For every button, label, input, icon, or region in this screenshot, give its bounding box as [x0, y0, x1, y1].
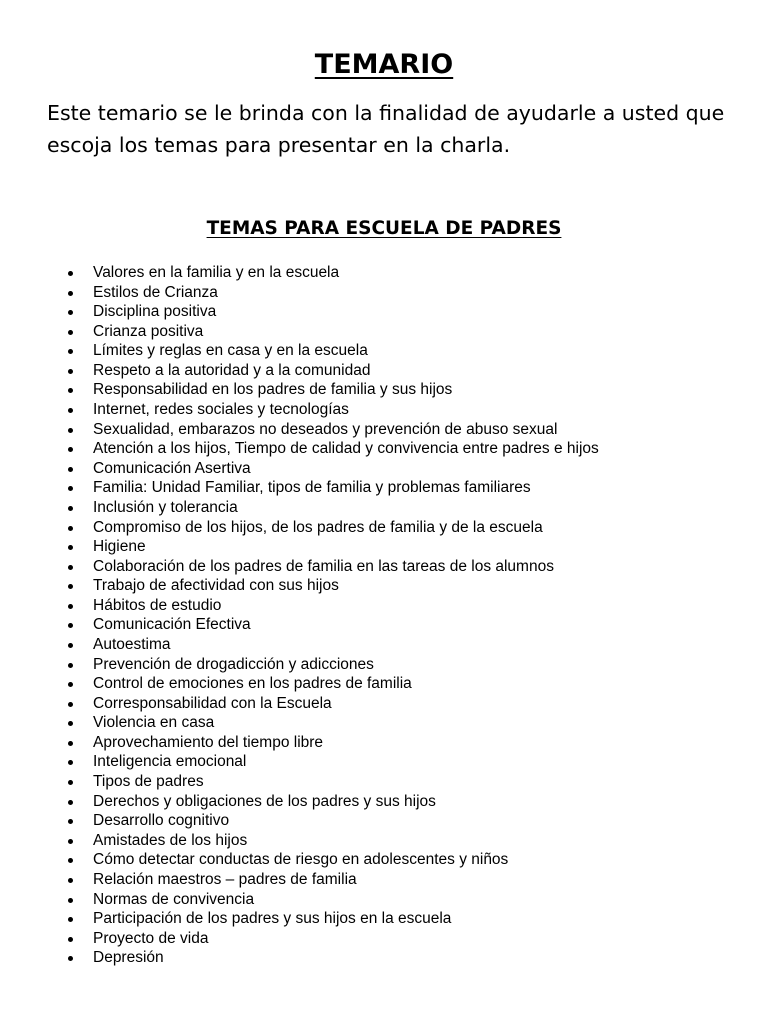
bullet-icon: [68, 506, 73, 511]
topic-text: Compromiso de los hijos, de los padres de familia y de la escuela: [93, 518, 543, 536]
bullet-icon: [68, 584, 73, 589]
topic-text: Comunicación Efectiva: [93, 616, 251, 634]
topic-text: Disciplina positiva: [93, 303, 217, 321]
bullet-icon: [68, 623, 73, 628]
topic-text: Depresión: [93, 949, 164, 967]
bullet-icon: [68, 721, 73, 726]
topic-text: Corresponsabilidad con la Escuela: [93, 694, 332, 712]
bullet-icon: [68, 780, 73, 785]
bullet-icon: [68, 760, 73, 765]
topic-text: Comunicación Asertiva: [93, 459, 251, 477]
bullet-icon: [68, 839, 73, 844]
topic-text: Inclusión y tolerancia: [93, 498, 238, 516]
list-item: [0, 361, 768, 381]
topic-text: Derechos y obligaciones de los padres y sus hijos: [93, 792, 436, 810]
list-item: [0, 322, 768, 342]
topic-text: Internet, redes sociales y tecnologías: [93, 401, 349, 419]
bullet-icon: [68, 604, 73, 609]
bullet-icon: [68, 682, 73, 687]
topic-text: Colaboración de los padres de familia en las tareas de los alumnos: [93, 557, 554, 575]
list-item: [0, 557, 768, 577]
bullet-icon: [68, 408, 73, 413]
bullet-icon: [68, 898, 73, 903]
list-item: [0, 733, 768, 753]
topic-text: Violencia en casa: [93, 714, 215, 732]
bullet-icon: [68, 663, 73, 668]
bullet-icon: [68, 388, 73, 393]
list-item: [0, 498, 768, 518]
bullet-icon: [68, 291, 73, 296]
page-title: TEMARIO: [314, 49, 454, 80]
topic-text: Normas de convivencia: [93, 890, 255, 908]
topic-text: Estilos de Crianza: [93, 283, 218, 301]
bullet-icon: [68, 545, 73, 550]
topic-text: Inteligencia emocional: [93, 753, 247, 771]
list-item: [0, 439, 768, 459]
bullet-icon: [68, 800, 73, 805]
list-item: [0, 283, 768, 303]
list-item: [0, 772, 768, 792]
list-item: [0, 341, 768, 361]
topic-text: Desarrollo cognitivo: [93, 812, 230, 830]
list-item: [0, 713, 768, 733]
topic-text: Proyecto de vida: [93, 929, 209, 947]
bullet-icon: [68, 643, 73, 648]
topic-text: Control de emociones en los padres de familia: [93, 675, 412, 693]
list-item: [0, 380, 768, 400]
list-item: [0, 518, 768, 538]
bullet-icon: [68, 858, 73, 863]
list-item: [0, 537, 768, 557]
list-item: [0, 811, 768, 831]
list-item: [0, 635, 768, 655]
list-item: [0, 400, 768, 420]
list-item: [0, 752, 768, 772]
topic-text: Responsabilidad en los padres de familia y sus hijos: [93, 381, 453, 399]
bullet-icon: [68, 447, 73, 452]
list-item: [0, 890, 768, 910]
bullet-icon: [68, 271, 73, 276]
topic-text: Prevención de drogadicción y adicciones: [93, 655, 374, 673]
topic-text: Hábitos de estudio: [93, 596, 222, 614]
bullet-icon: [68, 526, 73, 531]
section-heading: TEMAS PARA ESCUELA DE PADRES: [206, 218, 562, 239]
bullet-icon: [68, 349, 73, 354]
intro-paragraph: Este temario se le brinda con la finalidad de ayudarle a usted que escoja los temas para presentar en la charla.: [47, 101, 725, 157]
bullet-icon: [68, 917, 73, 922]
list-item: [0, 850, 768, 870]
topic-text: Valores en la familia y en la escuela: [93, 264, 340, 281]
list-item: [0, 674, 768, 694]
bullet-icon: [68, 937, 73, 942]
bullet-icon: [68, 310, 73, 315]
bullet-icon: [68, 369, 73, 374]
bullet-icon: [68, 819, 73, 824]
topic-text: Relación maestros – padres de familia: [93, 870, 357, 888]
topic-text: Cómo detectar conductas de riesgo en adolescentes y niños: [93, 851, 509, 869]
bullet-icon: [68, 486, 73, 491]
bullet-icon: [68, 702, 73, 707]
topic-text: Atención a los hijos, Tiempo de calidad y convivencia entre padres e hijos: [93, 440, 599, 458]
topic-text: Amistades de los hijos: [93, 831, 248, 849]
list-item: [0, 459, 768, 479]
topic-text: Tipos de padres: [93, 773, 204, 791]
bullet-icon: [68, 565, 73, 570]
bullet-icon: [68, 467, 73, 472]
list-item: [0, 792, 768, 812]
bullet-icon: [68, 741, 73, 746]
list-item: [0, 909, 768, 929]
list-item: [0, 478, 768, 498]
topic-text: Respeto a la autoridad y a la comunidad: [93, 361, 371, 379]
list-item: [0, 831, 768, 851]
topic-list: [0, 263, 768, 968]
list-item: [0, 596, 768, 616]
topic-text: Autoestima: [93, 635, 171, 653]
topic-text: Participación de los padres y sus hijos en la escuela: [93, 910, 452, 928]
topic-text: Límites y reglas en casa y en la escuela: [93, 342, 368, 360]
topic-text: Familia: Unidad Familiar, tipos de familia y problemas familiares: [93, 479, 531, 497]
list-item: [0, 929, 768, 949]
bullet-icon: [68, 428, 73, 433]
list-item: [0, 870, 768, 890]
topic-text: Trabajo de afectividad con sus hijos: [93, 577, 339, 595]
list-item: [0, 655, 768, 675]
bullet-icon: [68, 878, 73, 883]
list-item: [0, 420, 768, 440]
list-item: [0, 948, 768, 968]
bullet-icon: [68, 330, 73, 335]
topic-text: Higiene: [93, 538, 146, 556]
list-item: [0, 263, 768, 283]
topic-text: Crianza positiva: [93, 322, 204, 340]
bullet-icon: [68, 956, 73, 961]
list-item: [0, 302, 768, 322]
list-item: [0, 576, 768, 596]
list-item: [0, 694, 768, 714]
topic-text: Sexualidad, embarazos no deseados y prevención de abuso sexual: [93, 420, 558, 438]
list-item: [0, 615, 768, 635]
topic-text: Aprovechamiento del tiempo libre: [93, 733, 324, 751]
